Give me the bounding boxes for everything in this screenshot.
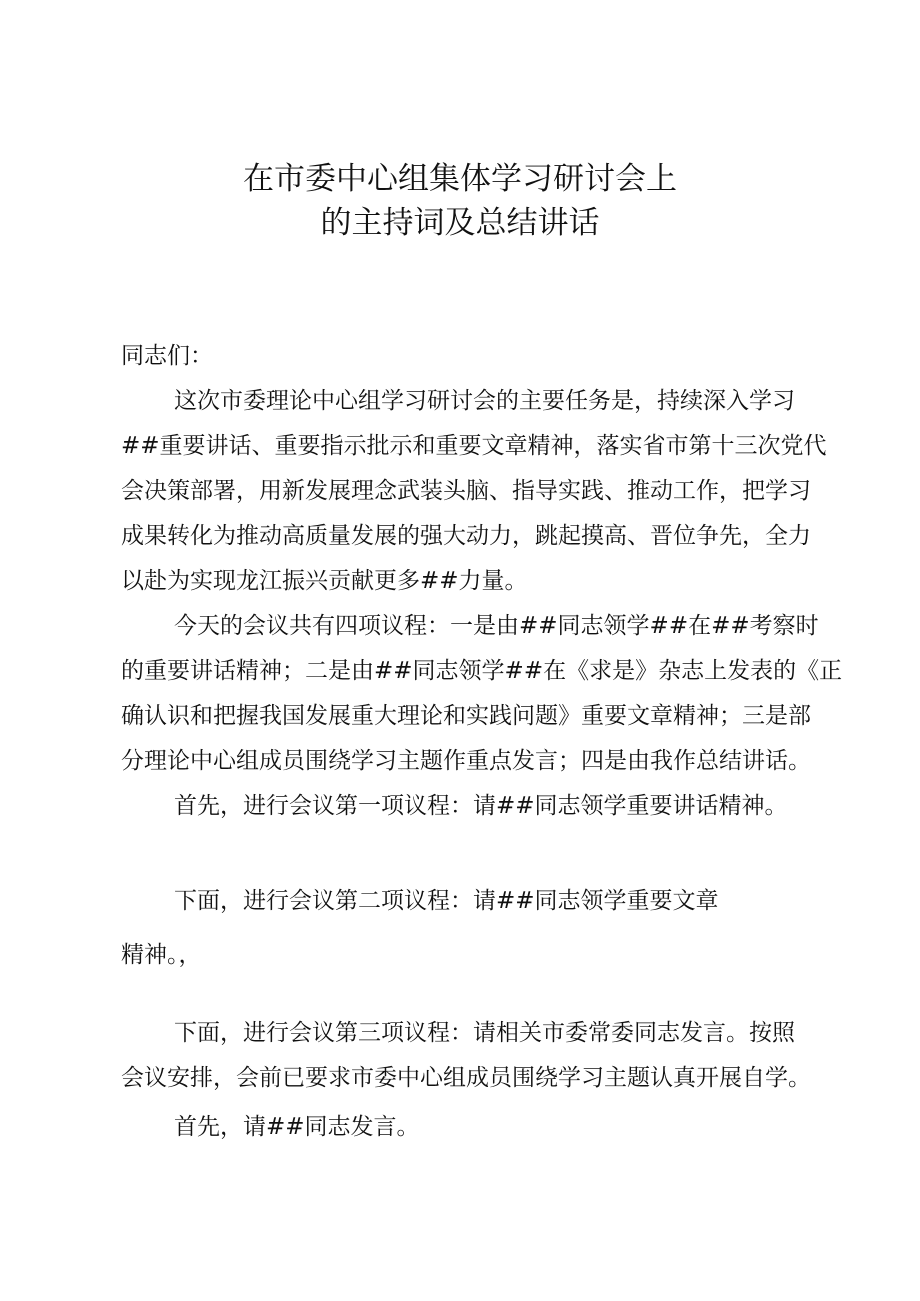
- paragraph-2-line-2: 的重要讲话精神；二是由##同志领学##在《求是》杂志上发表的《正: [121, 658, 843, 684]
- document-title-line-1: 在市委中心组集体学习研讨会上: [243, 161, 677, 197]
- salutation: 同志们：: [121, 343, 213, 369]
- paragraph-5-line-2: 会议安排，会前已要求市委中心组成员围绕学习主题认真开展自学。: [121, 1065, 811, 1091]
- paragraph-4-line-1: 下面，进行会议第二项议程：请##同志领学重要文章: [174, 888, 719, 914]
- paragraph-4-line-2: 精神。，: [121, 942, 202, 968]
- paragraph-1-line-3: 会决策部署，用新发展理念武装头脑、指导实践、推动工作，把学习: [121, 478, 811, 504]
- paragraph-3: 首先，进行会议第一项议程：请##同志领学重要讲话精神。: [174, 793, 788, 819]
- paragraph-5-line-1: 下面，进行会议第三项议程：请相关市委常委同志发言。按照: [174, 1020, 795, 1046]
- paragraph-1-line-4: 成果转化为推动高质量发展的强大动力，跳起摸高、晋位争先，全力: [121, 523, 811, 549]
- paragraph-2-line-4: 分理论中心组成员围绕学习主题作重点发言；四是由我作总结讲话。: [121, 748, 811, 774]
- paragraph-2-line-3: 确认识和把握我国发展重大理论和实践问题》重要文章精神；三是部: [121, 703, 811, 729]
- paragraph-6: 首先，请##同志发言。: [174, 1114, 420, 1140]
- paragraph-1-line-2: ##重要讲话、重要指示批示和重要文章精神，落实省市第十三次党代: [121, 433, 827, 459]
- paragraph-1-line-5: 以赴为实现龙江振兴贡献更多##力量。: [121, 568, 528, 594]
- document-title-line-2: 的主持词及总结讲话: [320, 205, 600, 241]
- paragraph-1-line-1: 这次市委理论中心组学习研讨会的主要任务是，持续深入学习: [174, 388, 795, 414]
- paragraph-2-line-1: 今天的会议共有四项议程：一是由##同志领学##在##考察时: [174, 613, 819, 639]
